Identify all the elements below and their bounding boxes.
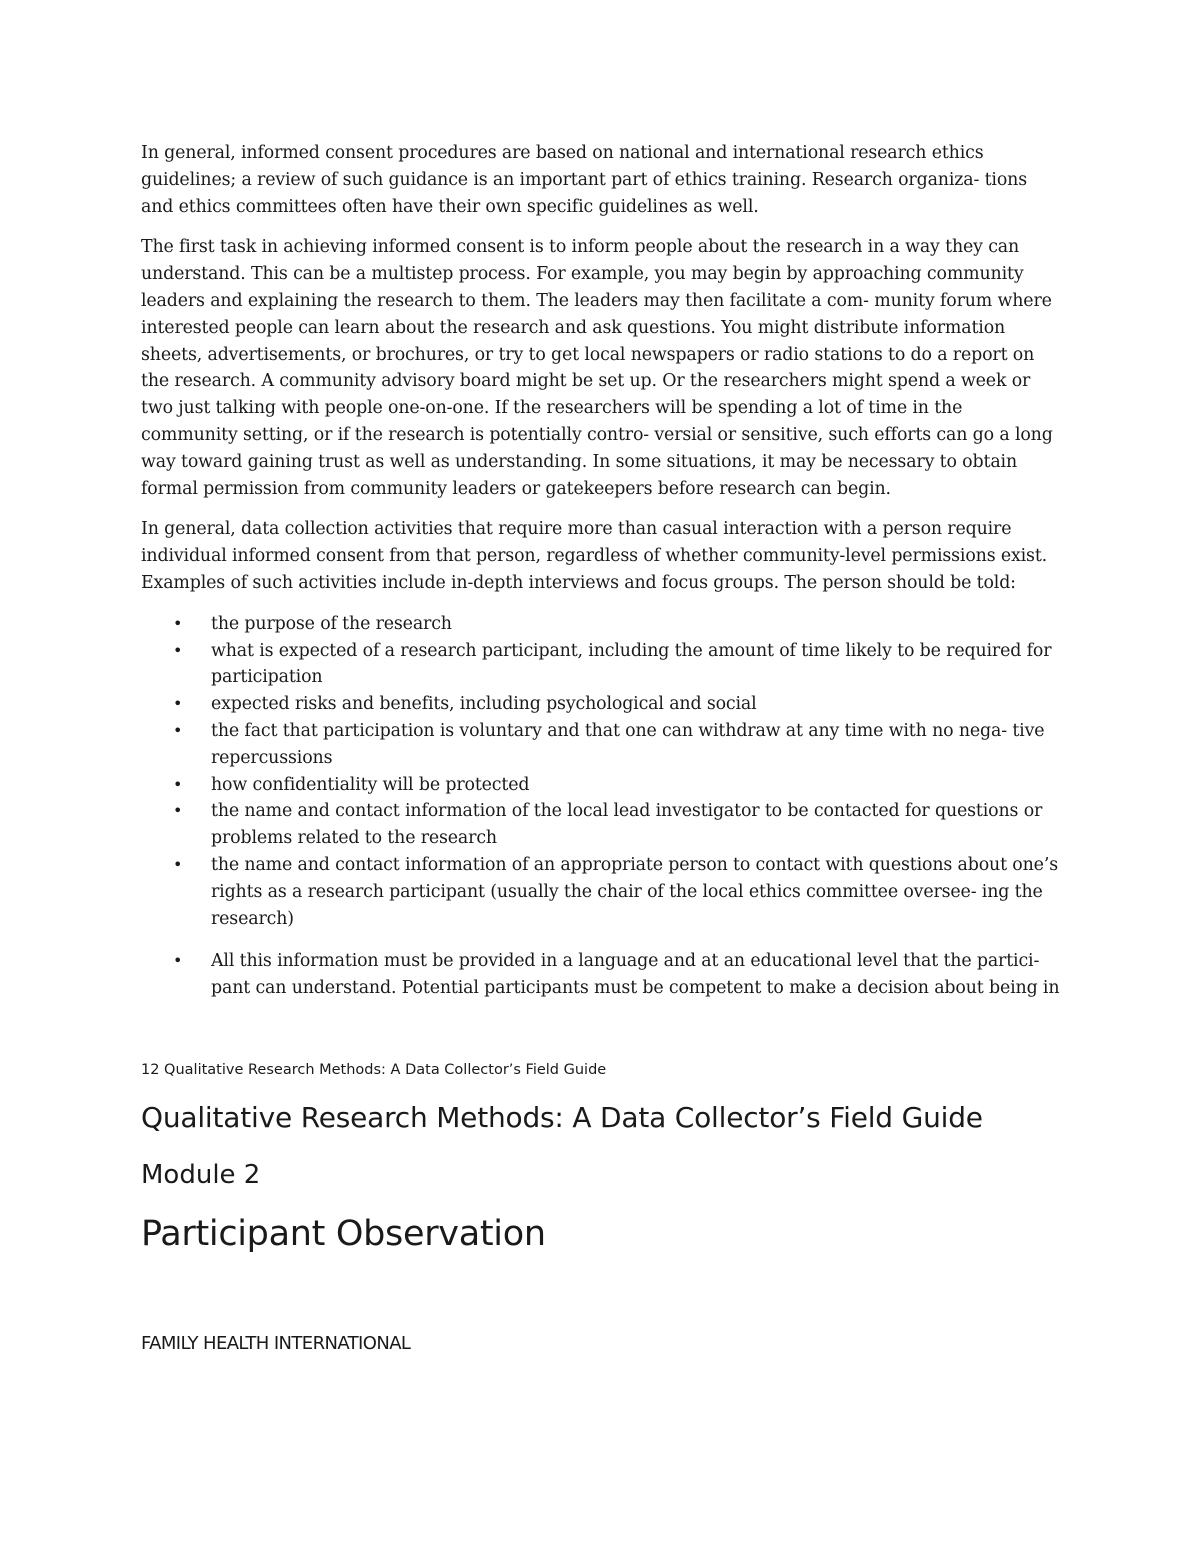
list-item-text: the purpose of the research (211, 613, 452, 634)
running-footer: 12 Qualitative Research Methods: A Data Collector’s Field Guide (141, 1062, 607, 1078)
list-item-text: expected risks and benefits, including psychological and social (211, 694, 757, 715)
bullet-icon: • (173, 951, 183, 971)
list-item (141, 638, 1061, 692)
page-footer-block (141, 1060, 1061, 1356)
list-item-text: what is expected of a research participant, including the amount of time likely to be required for participation (211, 640, 1052, 688)
bullet-icon: • (173, 854, 183, 874)
module-label: Module 2 (141, 1160, 261, 1190)
bullet-icon: • (173, 640, 183, 660)
list-item-text: how confidentiality will be protected (211, 774, 530, 795)
paragraph-inform-community: The first task in achieving informed consent is to inform people about the research in a way they can understand. This can be a multistep process. For example, you may begin by approaching community leaders and explaining the research to them. The leaders may then facilitate a com- munity forum where interested people can learn about the research and ask questions. You might distribute information sheets, advertisements, or brochures, or try to get local newspapers or radio stations to do a report on the research. A community advisory board might be set up. Or the researchers might spend a week or two just talking with people one-on-one. If the researchers will be spending a lot of time in the community setting, or if the research is potentially contro- versial or sensitive, such efforts can go a long way toward gaining trust as well as understanding. In some situations, it may be necessary to obtain formal permission from community leaders or gatekeepers before research can begin. (141, 237, 1053, 499)
organization-name: FAMILY HEALTH INTERNATIONAL (141, 1333, 411, 1354)
list-item-text: the name and contact information of the local lead investigator to be contacted for questions or problems related to the research (211, 801, 1043, 849)
list-item (141, 691, 1061, 718)
list-item-text: All this information must be provided in a language and at an educational level that the partici- pant can understand. Potential participants must be competent to make a decision about being in (211, 951, 1060, 999)
paragraph-ethics-guidelines: In general, informed consent procedures are based on national and international research ethics guidelines; a review of such guidance is an important part of ethics training. Research organiza- tions and ethics committees often have their own specific guidelines as well. (141, 143, 1027, 217)
list-item (141, 798, 1061, 852)
guide-title: Qualitative Research Methods: A Data Collector’s Field Guide (141, 1101, 983, 1134)
chapter-title: Participant Observation (141, 1214, 546, 1254)
bullet-icon: • (173, 694, 183, 714)
list-item (141, 611, 1061, 638)
list-item-text: the fact that participation is voluntary and that one can withdraw at any time with no nega- tive repercussions (211, 720, 1045, 768)
bullet-icon: • (173, 613, 183, 633)
list-item-text: the name and contact information of an appropriate person to contact with questions about one’s rights as a research participant (usually the chair of the local ethics committee oversee- ing the research) (211, 854, 1058, 929)
bullet-icon: • (173, 774, 183, 794)
list-item (141, 948, 1061, 1002)
bullet-icon: • (173, 720, 183, 740)
list-item (141, 852, 1061, 932)
bullet-icon: • (173, 801, 183, 821)
consent-items-list (141, 611, 1061, 1002)
list-item (141, 772, 1061, 799)
paragraph-individual-consent: In general, data collection activities that require more than casual interaction with a person require individual informed consent from that person, regardless of whether community-level permissions exist. Examples of such activities include in-depth interviews and focus groups. The person should be told: (141, 519, 1048, 593)
list-item (141, 718, 1061, 772)
body-text (141, 140, 1061, 1002)
